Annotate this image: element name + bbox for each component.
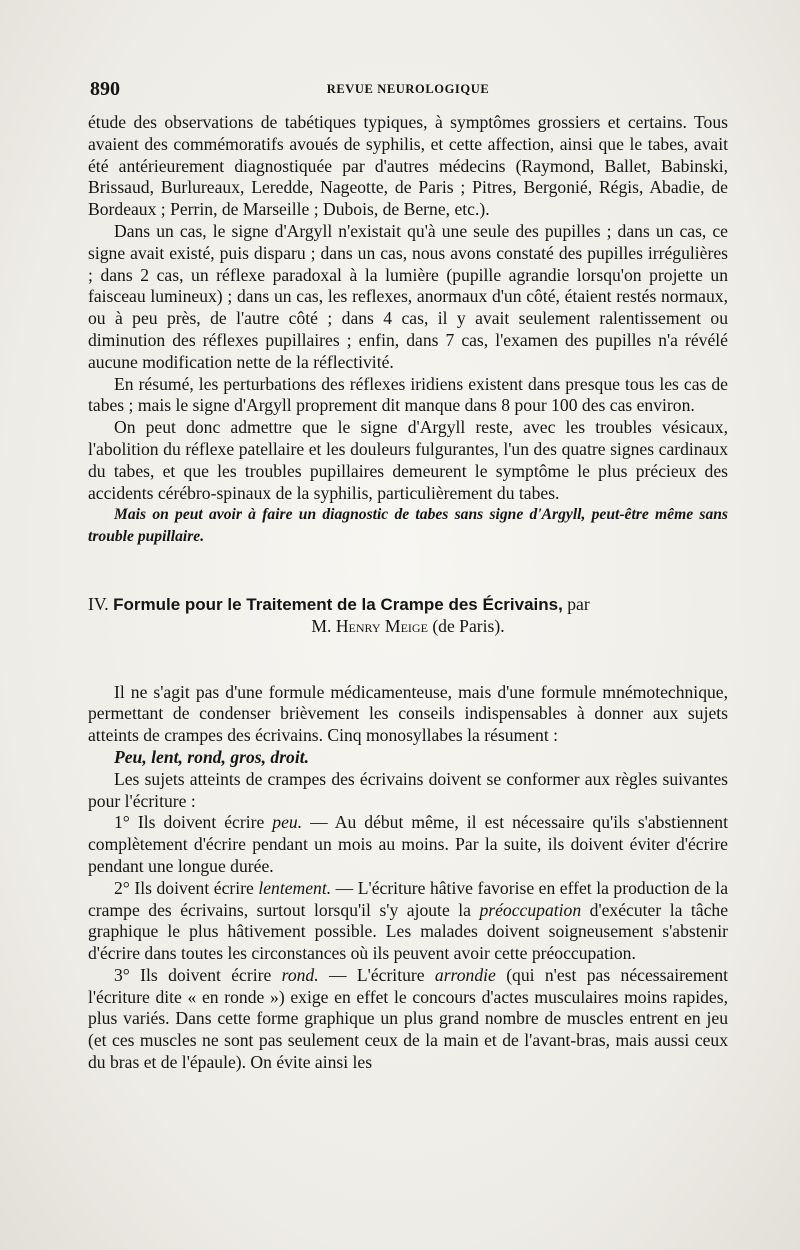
section-byline <box>88 616 728 638</box>
page-number: 890 <box>90 78 120 100</box>
rule-1-key: peu. <box>272 812 303 833</box>
paragraph-argyll-cases: Dans un cas, le signe d'Argyll n'existait qu'à une seule des pupilles ; dans un cas, ce signe avait existé, puis disparu ; dans un cas, nous avons constaté des pupilles irrégulières ; dans 2 cas, un réflexe paradoxal à la lumière (pupille agrandie lorsqu'on projette un faisceau lumineux) ; dans un cas, les reflexes, anormaux d'un côté, étaient restés normaux, ou à peu près, de l'autre côté ; dans 4 cas, il y avait seulement ralentissement ou diminution des réflexes pupillaires ; enfin, dans 7 cas, l'examen des pupilles n'a révélé aucune modification nette de la réflectivité. <box>88 220 728 372</box>
section-number: IV. <box>88 593 109 614</box>
author-prefix: M. <box>311 615 332 636</box>
rule-2-text-a: — L'écriture hâtive favorise en effet la production de la crampe des écrivains, surtout lorsqu'il s'y ajoute la <box>88 877 728 920</box>
rule-1-prefix: 1° Ils doivent écrire <box>114 812 265 833</box>
rule-2 <box>88 878 728 965</box>
rule-3 <box>88 965 728 1074</box>
author-name: Henry Meige <box>335 615 428 636</box>
rule-3-text-a: — L'écriture <box>328 964 425 985</box>
rule-2-emphasis: préoccupation <box>479 899 582 920</box>
rule-2-key: lentement. <box>258 877 332 898</box>
section-par: par <box>567 593 590 614</box>
author-place: (de Paris). <box>432 615 505 636</box>
paragraph-italic-conclusion: Mais on peut avoir à faire un diagnostic de tabes sans signe d'Argyll, peut-être même sans trouble pupillaire. <box>88 506 728 546</box>
mnemonic-formula: Peu, lent, rond, gros, droit. <box>114 746 310 767</box>
rule-2-prefix: 2° Ils doivent écrire <box>114 877 254 898</box>
section-title: Formule pour le Traitement de la Crampe des Écrivains, <box>113 594 563 614</box>
paragraph-continued: étude des observations de tabétiques typiques, à symptômes grossiers et certains. Tous avaient des commémoratifs avoués de syphilis, et cette affection, ainsi que le tabes, avait été antérieurement diagnostiquée par d'autres médecins (Raymond, Ballet, Babinski, Brissaud, Burlureaux, Leredde, Nageotte, de Paris ; Pitres, Bergonié, Régis, Abadie, de Bordeaux ; Perrin, de Marseille ; Dubois, de Berne, etc.). <box>88 112 728 220</box>
rule-1-text: — Au début même, il est nécessaire qu'ils s'abstiennent complètement d'écrire pendant un mois au moins. Par la suite, ils doivent éviter d'écrire pendant une longue durée. <box>88 812 728 876</box>
rule-3-emphasis: arrondie <box>434 964 496 985</box>
paragraph-conclusion: On peut donc admettre que le signe d'Argyll reste, avec les troubles vésicaux, l'abolition du réflexe patellaire et les douleurs fulgurantes, l'un des quatre signes cardinaux du tabes, et que les troubles pupillaires demeurent le symptôme le plus précieux des accidents cérébro-spinaux de la syphilis, particulièrement du tabes. <box>88 417 728 503</box>
body-text <box>88 112 728 1074</box>
rule-3-prefix: 3° Ils doivent écrire <box>114 964 272 985</box>
rule-2-text-b: d'exécuter la tâche graphique le plus hâtivement possible. Les malades doivent soigneusement s'abstenir d'écrire dans toutes les circonstances où ils peuvent avoir cette préoccupation. <box>88 899 729 964</box>
rule-1 <box>88 812 728 877</box>
running-head <box>88 72 728 112</box>
paragraph-summary: En résumé, les perturbations des réflexes iridiens existent dans presque tous les cas de tabes ; mais le signe d'Argyll proprement dit manque dans 8 pour 100 des cas environ. <box>88 373 728 416</box>
journal-title: REVUE NEUROLOGIQUE <box>326 82 490 96</box>
paragraph-rules-intro: Les sujets atteints de crampes des écrivains doivent se conformer aux règles suivantes pour l'écriture : <box>88 768 728 811</box>
section-heading <box>88 594 728 616</box>
rule-3-text-b: (qui n'est pas nécessairement l'écriture dite « en ronde ») exige en effet le concours d'actes musculaires moins rapides, plus variés. Dans cette forme graphique un plus grand nombre de muscles entrent en jeu (et ces muscles ne sont pas seulement ceux de la main et de l'avant-bras, mais aussi ceux du bras et de l'épaule). On évite ainsi les <box>88 964 729 1073</box>
paragraph-intro: Il ne s'agit pas d'une formule médicamenteuse, mais d'une formule mnémotechnique, permettant de condenser brièvement les conseils indispensables à donner aux sujets atteints de crampes des écrivains. Cinq monosyllabes la résument : <box>88 681 728 746</box>
rule-3-key: rond. <box>281 964 319 985</box>
